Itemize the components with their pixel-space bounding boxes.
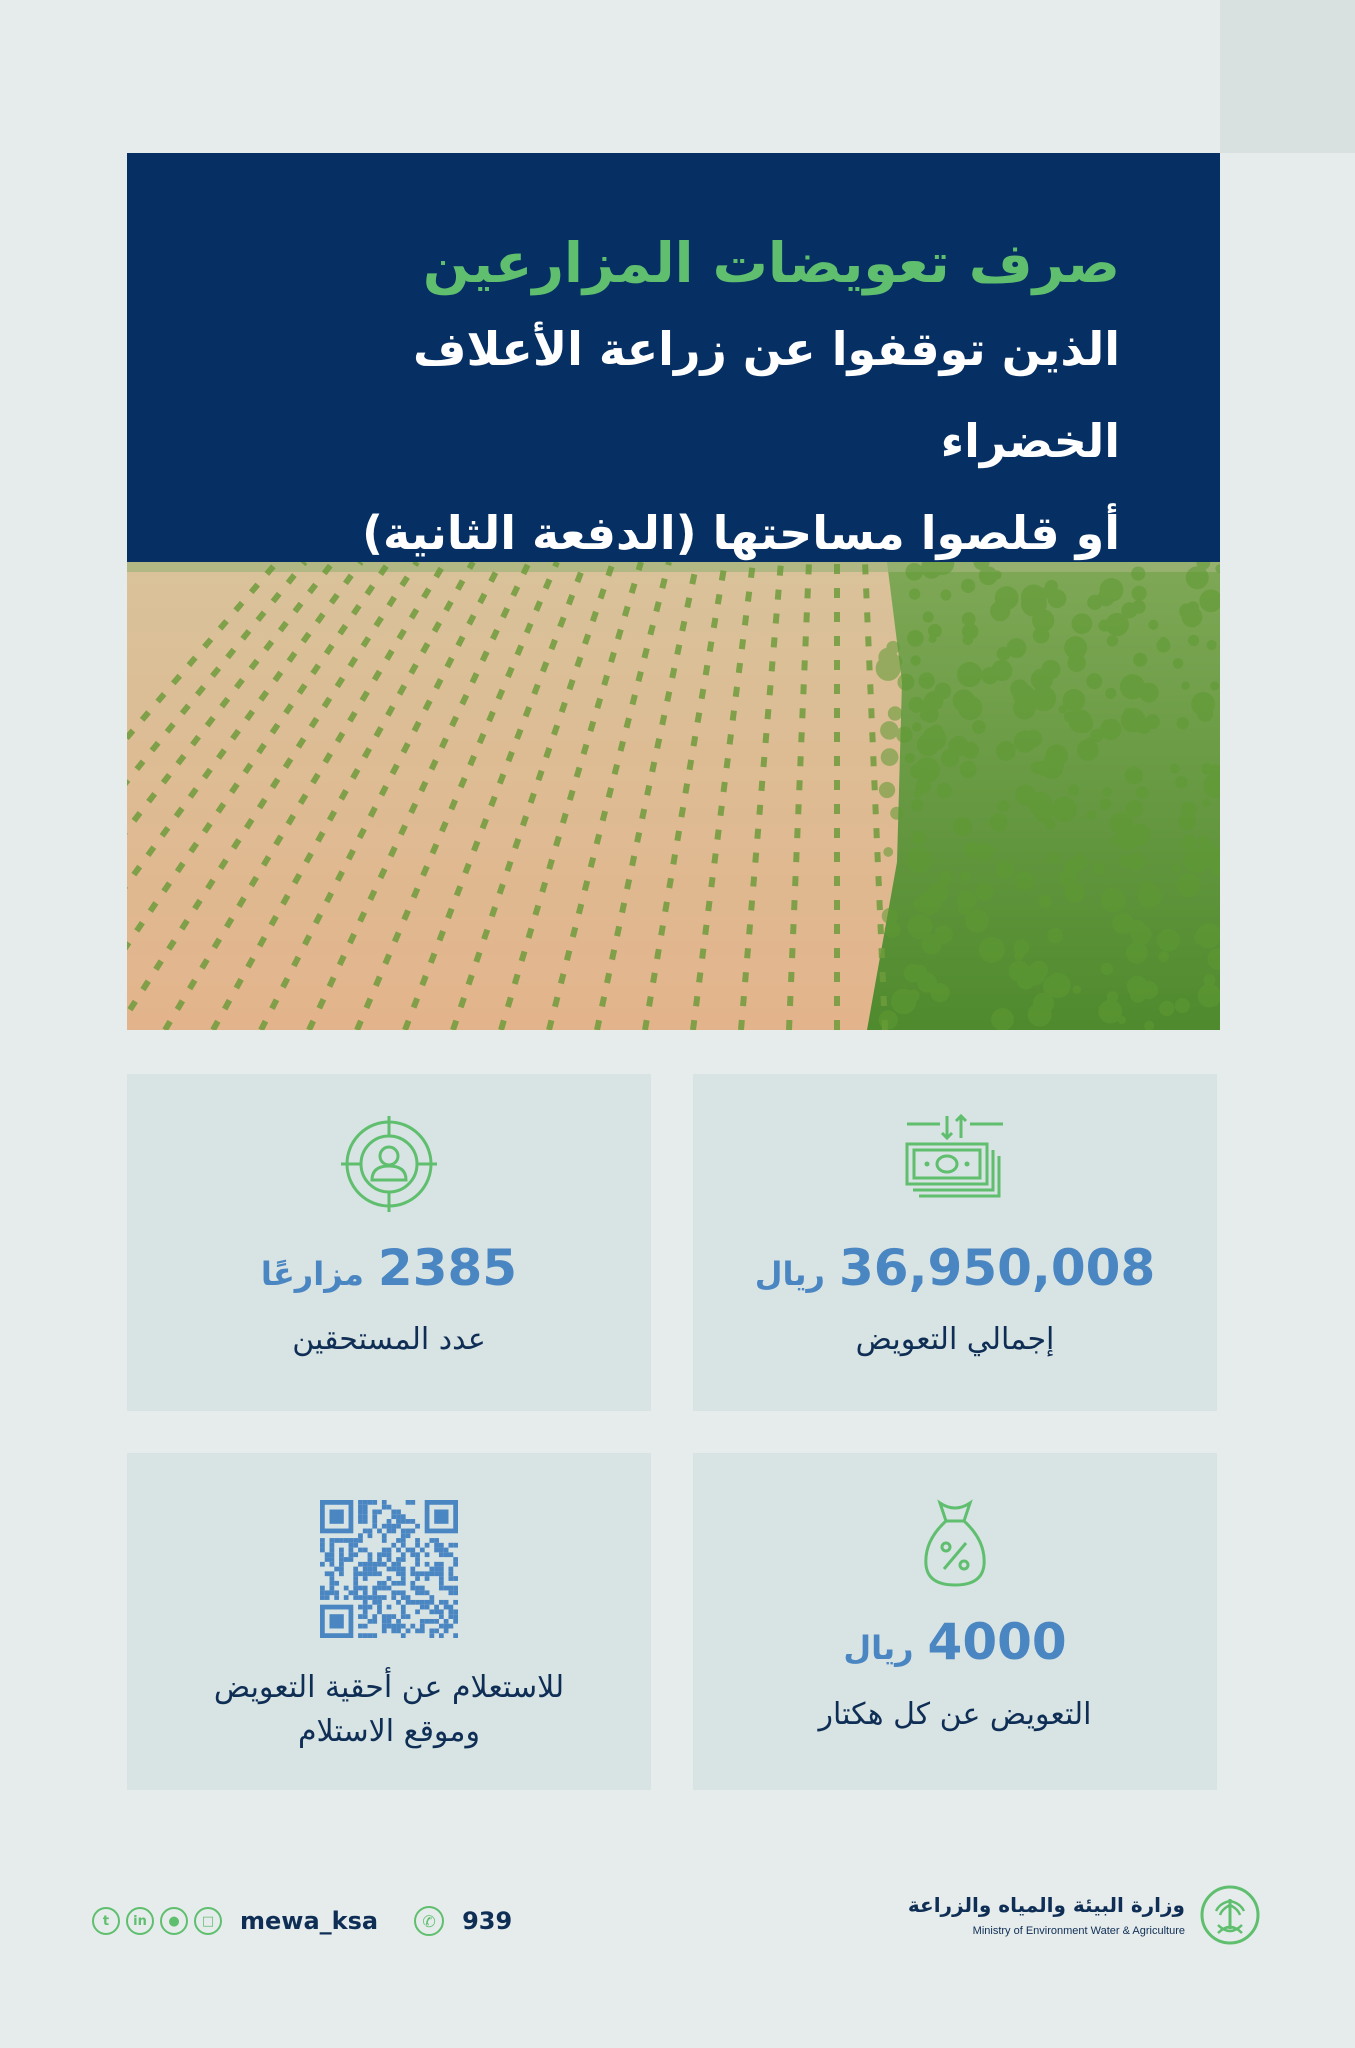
leaf [960, 761, 977, 778]
leaf [1175, 998, 1190, 1013]
leaf [1064, 636, 1087, 659]
snapchat-icon[interactable]: ● [160, 1907, 188, 1935]
leaf [961, 579, 975, 593]
leaf [1101, 888, 1125, 912]
leaf [1072, 854, 1088, 870]
leaf [993, 570, 1002, 579]
leaf [910, 764, 925, 779]
leaf [967, 847, 978, 858]
leaf [957, 890, 976, 909]
leaf [1182, 606, 1203, 627]
leaf [888, 706, 902, 720]
leaf [1131, 924, 1151, 944]
beneficiaries-unit: مزارعًا [260, 1255, 364, 1293]
leaf [1188, 635, 1199, 646]
leaf [1014, 730, 1036, 752]
leaf [1073, 985, 1081, 993]
leaf [1101, 963, 1113, 975]
leaf [937, 783, 952, 798]
leaf [1170, 764, 1180, 774]
leaf [1068, 709, 1092, 733]
leaf [882, 908, 898, 924]
leaf [880, 721, 899, 740]
leaf [1159, 1001, 1174, 1016]
ministry-name-ar: وزارة البيئة والمياه والزراعة [907, 1893, 1185, 1917]
leaf [911, 799, 923, 811]
leaf [928, 624, 942, 638]
leaf [1035, 962, 1045, 972]
leaf [881, 748, 899, 766]
leaf [991, 1008, 1014, 1030]
leaf [888, 928, 896, 936]
leaf [990, 601, 1010, 621]
leaf [1203, 974, 1215, 986]
leaf [1136, 787, 1148, 799]
leaf [879, 782, 895, 798]
leaf [996, 741, 1016, 761]
card-total-compensation [693, 1074, 1217, 1411]
leaf [1178, 813, 1195, 830]
leaf [1206, 640, 1216, 650]
leaf [1043, 588, 1053, 598]
leaf [1107, 991, 1118, 1002]
total-label: إجمالي التعويض [855, 1322, 1055, 1357]
leaf [905, 563, 923, 581]
leaf [957, 740, 966, 749]
money-transfer-icon [905, 1114, 1005, 1204]
leaf [1071, 693, 1082, 704]
leaf [1132, 586, 1147, 601]
leaf [918, 672, 935, 689]
card-beneficiaries [127, 1074, 651, 1411]
leaf [1131, 566, 1145, 580]
leaf [1014, 871, 1034, 891]
target-user-icon [339, 1114, 439, 1214]
per-hectare-value: 4000 [927, 1613, 1067, 1671]
leaf [890, 807, 903, 820]
total-unit: ريال [754, 1255, 825, 1293]
leaf [1033, 627, 1050, 644]
leaf [997, 647, 1011, 661]
leaf [1181, 682, 1189, 690]
leaf [1135, 720, 1148, 733]
leaf [1138, 884, 1162, 908]
leaf [1093, 863, 1104, 874]
leaf [910, 655, 920, 665]
leaf [1111, 836, 1120, 845]
leaf [1110, 812, 1133, 835]
leaf [1132, 600, 1146, 614]
beneficiaries-label: عدد المستحقين [292, 1322, 486, 1357]
leaf [915, 965, 927, 977]
leaf [1119, 855, 1132, 868]
phone-number[interactable]: 939 [462, 1907, 513, 1935]
leaf [976, 883, 994, 901]
leaf [981, 667, 998, 684]
leaf [906, 847, 932, 873]
qr-code-icon[interactable] [320, 1500, 458, 1638]
leaf [1177, 874, 1201, 898]
leaf [1112, 913, 1133, 934]
leaf [923, 611, 934, 622]
social-bar [92, 1903, 512, 1939]
leaf [1045, 688, 1054, 697]
leaf [939, 871, 952, 884]
leaf [1172, 864, 1180, 872]
leaf [958, 670, 973, 685]
leaf [990, 813, 1008, 831]
total-value: 36,950,008 [838, 1239, 1156, 1297]
inquiry-label-line-2: وموقع الاستلام [297, 1714, 480, 1749]
money-bag-percent-icon [920, 1499, 990, 1589]
leaf [1184, 848, 1209, 873]
leaf [1105, 613, 1128, 636]
leaf [905, 753, 915, 763]
leaf [1102, 787, 1112, 797]
leaf [960, 871, 971, 882]
leaf [1045, 973, 1070, 998]
leaf [1086, 673, 1102, 689]
leaf [908, 914, 933, 939]
leaf [1177, 717, 1189, 729]
leaf [896, 726, 912, 742]
subtitle-line-2: أو قلصوا مساحتها (الدفعة الثانية) [361, 506, 1120, 560]
leaf [998, 800, 1010, 812]
leaf [907, 630, 924, 647]
leaf [1049, 853, 1060, 864]
card-inquiry [127, 1453, 651, 1790]
leaf [962, 623, 979, 640]
leaf [930, 724, 943, 737]
leaf [996, 861, 1014, 879]
linkedin-icon[interactable]: in [126, 1907, 154, 1935]
leaf [1202, 798, 1211, 807]
leaf [1107, 635, 1119, 647]
subtitle-line-1: الذين توقفوا عن زراعة الأعلاف الخضراء [413, 322, 1120, 468]
leaf [889, 655, 902, 668]
leaf [1126, 942, 1147, 963]
leaf [1124, 707, 1133, 716]
leaf [958, 696, 983, 721]
leaf [914, 789, 923, 798]
leaf [1009, 961, 1030, 982]
leaf [1046, 744, 1068, 766]
leaf [1052, 797, 1077, 822]
leaf [1173, 658, 1184, 669]
leaf [1059, 870, 1077, 888]
leaf [1148, 620, 1158, 630]
farm-field-photo [127, 562, 1220, 1030]
leaf [1175, 776, 1187, 788]
leaf [930, 983, 949, 1002]
leaf [1125, 767, 1143, 785]
instagram-icon[interactable]: □ [194, 1907, 222, 1935]
leaf [1100, 798, 1111, 809]
leaf [897, 674, 914, 691]
leaf [1156, 638, 1170, 652]
social-handle[interactable]: mewa_ksa [240, 1907, 379, 1935]
leaf [1099, 578, 1123, 602]
leaf [1014, 940, 1030, 956]
leaf [1158, 951, 1169, 962]
leaf [1010, 679, 1029, 698]
leaf [1186, 566, 1209, 589]
per-hectare-unit: ريال [843, 1629, 914, 1667]
corner-decoration [1220, 0, 1355, 153]
leaf [1087, 595, 1102, 610]
leaf [1087, 810, 1096, 819]
leaf [1198, 835, 1209, 846]
leaf [909, 588, 920, 599]
leaf [1118, 1016, 1126, 1024]
leaf [1127, 976, 1148, 997]
leaf [940, 590, 951, 601]
ministry-emblem-icon [1200, 1885, 1260, 1945]
beneficiaries-value: 2385 [377, 1239, 518, 1297]
leaf [972, 720, 986, 734]
leaf [1133, 653, 1147, 667]
ministry-logo [907, 1885, 1260, 1955]
leaf [907, 989, 919, 1001]
page-title: صرف تعويضات المزارعين [422, 231, 1120, 295]
header-banner [127, 153, 1220, 562]
leaf [912, 722, 921, 731]
per-hectare-label: التعويض عن كل هكتار [818, 1697, 1092, 1732]
card-per-hectare [693, 1453, 1217, 1790]
inquiry-label-line-1: للاستعلام عن أحقية التعويض [213, 1670, 565, 1705]
leaf [1100, 719, 1121, 740]
leaf [913, 898, 926, 911]
twitter-icon[interactable]: t [92, 1907, 120, 1935]
leaf [1105, 688, 1116, 699]
leaf [1196, 923, 1220, 948]
leaf [924, 691, 944, 711]
leaf [1072, 613, 1093, 634]
leaf [1068, 784, 1079, 795]
phone-icon: ✆ [414, 1906, 444, 1936]
leaf [1039, 895, 1052, 908]
leaf [1021, 585, 1047, 611]
leaf [1191, 692, 1215, 716]
leaf [1036, 761, 1051, 776]
ministry-name-en: Ministry of Environment Water & Agriculture [972, 1925, 1185, 1937]
leaf [1210, 681, 1219, 690]
leaf [883, 847, 893, 857]
leaf [1047, 928, 1063, 944]
leaf [1201, 763, 1212, 774]
leaf [953, 817, 972, 836]
leaf [879, 1010, 898, 1029]
leaf [1034, 803, 1054, 823]
leaf [912, 831, 926, 845]
leaf [979, 937, 1005, 963]
leaf [1157, 929, 1179, 951]
leaf [1139, 683, 1159, 703]
